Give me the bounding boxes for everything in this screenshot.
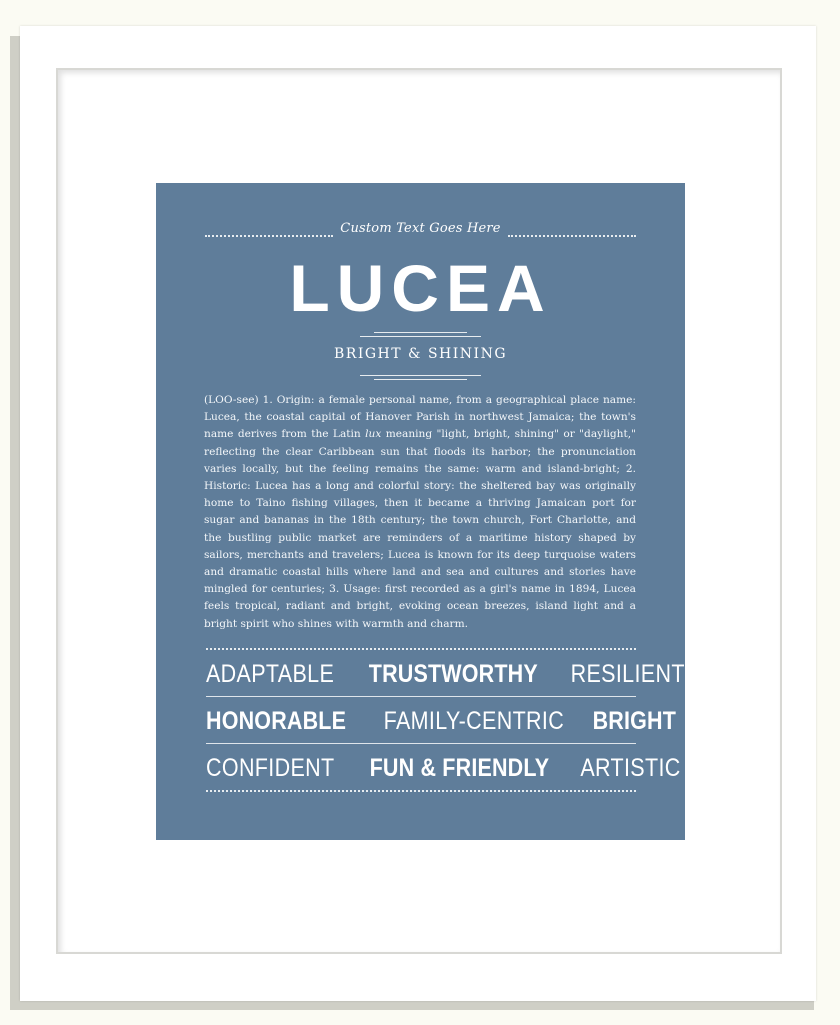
custom-text-row (205, 221, 636, 245)
trait-word: HONORABLE (206, 706, 347, 735)
rule-upper-1 (374, 332, 467, 333)
trait-row (206, 656, 685, 692)
trait-word: ARTISTIC (580, 753, 681, 782)
trait-word: FAMILY-CENTRIC (383, 706, 565, 735)
trait-word: RESILIENT (570, 659, 685, 688)
description-latin-word: lux (365, 428, 382, 441)
description-text-1: (LOO-see) 1. Origin: a female personal name, from a geographical place name: Lucea, the coastal capital of Hanover Parish in northwest Jamaica; the town's name derives from the Latin (204, 394, 636, 441)
description-text-2: meaning "light, bright, shining" or "daylight," reflecting the clear Caribbean sun that floods its harbor; the pronunciation varies locally, but the feeling remains the same: warm and island-bright; 2. Historic: Lucea has a long and colorful story: the sheltered bay was originally home to Taino fishing villages, then it became a thriving Jamaican port for sugar and bananas in the 18th century; the town church, Fort Charlotte, and the bustling public market are reminders of a maritime history shaped by sailors, merchants and travelers; Lucea is known for its deep turquoise waters and dramatic coastal hills where land and sea and cultures and stories have mingled for centuries; 3. Usage: first recorded as a girl's name in 1894, Lucea feels tropical, radiant and bright, evoking ocean breezes, island light and a bright spirit who shines with warmth and charm. (204, 428, 637, 630)
trait-word: CONFIDENT (206, 753, 335, 782)
trait-word: BRIGHT (592, 706, 676, 735)
name-title: LUCEA (289, 251, 552, 325)
trait-row (206, 703, 676, 739)
trait-separator (206, 743, 636, 744)
traits-dotted-divider-top (206, 648, 636, 650)
trait-row (206, 750, 681, 786)
name-print (156, 183, 685, 840)
name-description (204, 392, 636, 633)
frame-shadow-left (10, 36, 20, 1008)
trait-separator (206, 696, 636, 697)
rule-lower-1 (360, 375, 481, 376)
trait-word: ADAPTABLE (206, 659, 335, 688)
trait-word: FUN & FRIENDLY (370, 753, 550, 782)
traits-dotted-divider-bottom (206, 790, 636, 792)
custom-text: Custom Text Goes Here (340, 221, 501, 236)
trait-word: TRUSTWORTHY (368, 659, 538, 688)
frame-shadow-bottom (10, 1000, 814, 1010)
rule-lower-2 (374, 379, 467, 380)
rule-upper-2 (360, 336, 481, 337)
name-meaning: BRIGHT & SHINING (334, 346, 507, 362)
dotted-divider-right (508, 235, 636, 237)
